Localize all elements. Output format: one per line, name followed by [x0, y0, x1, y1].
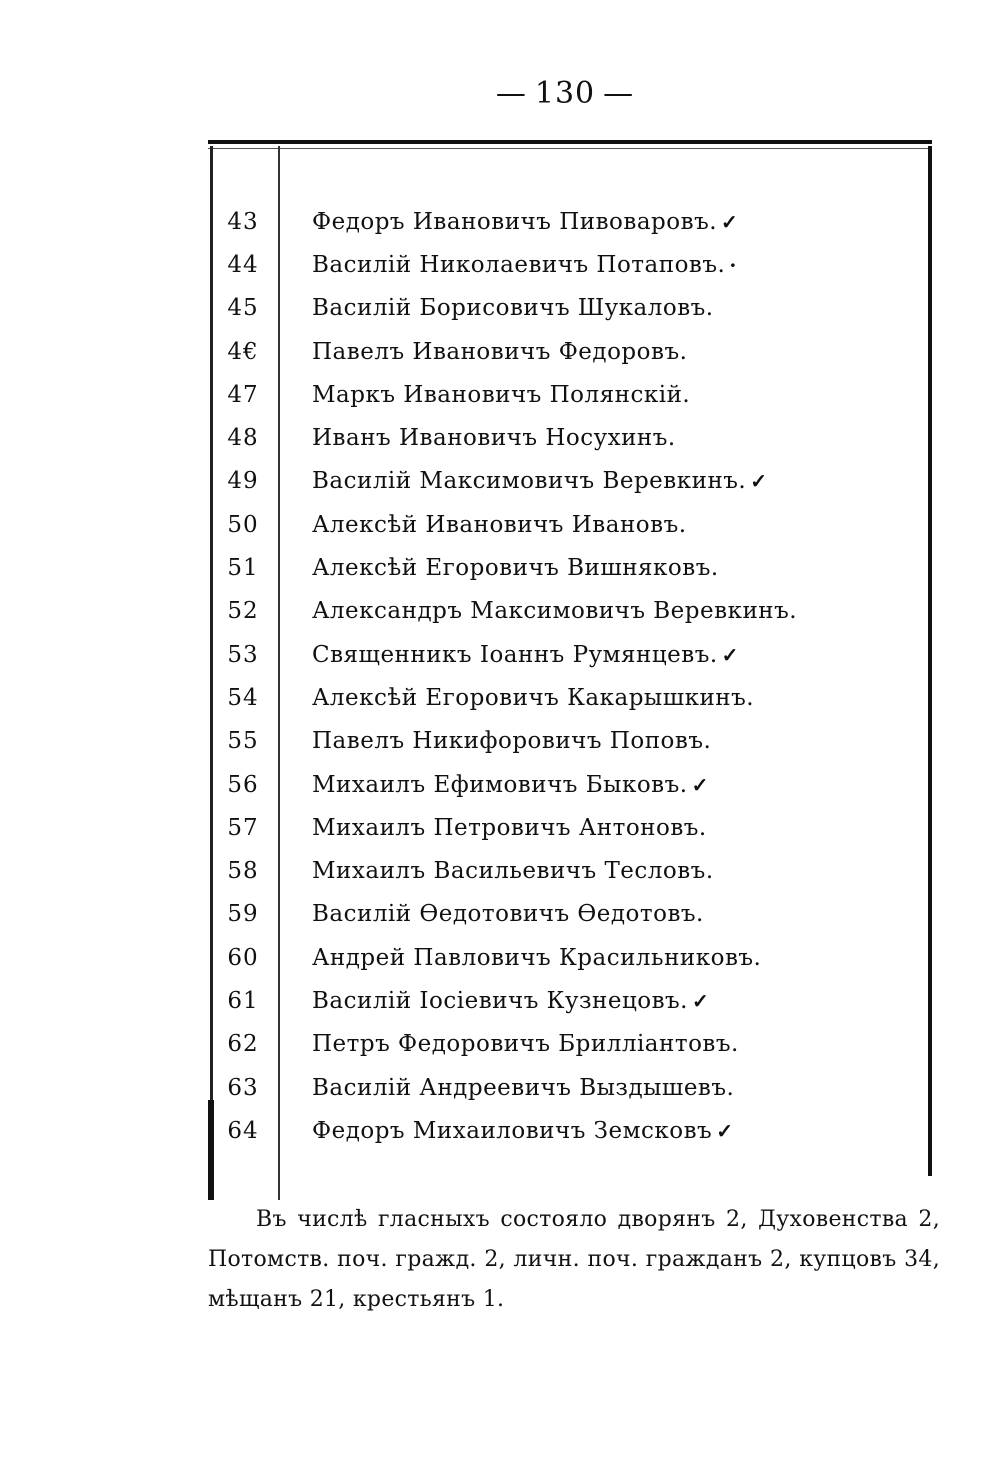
table-row	[208, 200, 932, 243]
row-name: Алексѣй Ивановичъ Ивановъ.	[312, 511, 687, 538]
row-name: Михаилъ Ефимовичъ Быковъ.	[312, 771, 688, 798]
table-row	[208, 849, 932, 892]
row-number: 64	[227, 1117, 259, 1144]
row-name: Павелъ Никифоровичъ Поповъ.	[312, 728, 712, 755]
table-row	[208, 763, 932, 806]
row-number: 58	[227, 858, 259, 885]
row-name: Василій Андреевичъ Выздышевъ.	[312, 1074, 735, 1101]
table-row	[208, 893, 932, 936]
row-number: 53	[227, 641, 259, 668]
table-row	[208, 720, 932, 763]
row-number: 43	[227, 208, 259, 235]
row-name: Алексѣй Егоровичъ Какарышкинъ.	[312, 684, 755, 711]
row-number: 50	[227, 511, 259, 538]
row-name: Василій Максимовичъ Веревкинъ.	[312, 468, 747, 495]
row-name: Павелъ Ивановичъ Федоровъ.	[312, 338, 688, 365]
handwritten-check-mark-icon: ✓	[692, 988, 709, 1013]
row-number: 44	[227, 251, 259, 278]
table-row	[208, 243, 932, 286]
table-row	[208, 806, 932, 849]
row-number: 59	[227, 901, 259, 928]
handwritten-check-mark-icon: ·	[729, 252, 737, 277]
table-row	[208, 1023, 932, 1066]
row-number: 57	[227, 814, 259, 841]
handwritten-check-mark-icon: ✓	[721, 642, 739, 667]
row-name: Иванъ Ивановичъ Носухинъ.	[312, 425, 676, 452]
row-name: Алексѣй Егоровичъ Вишняковъ.	[312, 555, 719, 582]
row-name: Василій Іосіевичъ Кузнецовъ.	[312, 987, 688, 1014]
row-name: Федоръ Михаиловичъ Земсковъ	[312, 1117, 713, 1144]
handwritten-check-mark-icon: ✓	[721, 209, 738, 234]
table-row	[208, 373, 932, 416]
table-row	[208, 633, 932, 676]
handwritten-check-mark-icon: ✓	[691, 772, 709, 797]
row-name: Маркъ Ивановичъ Полянскій.	[312, 381, 691, 408]
table-row	[208, 676, 932, 719]
row-number: 48	[227, 425, 259, 452]
table-top-thin-rule	[208, 148, 932, 149]
row-name: Федоръ Ивановичъ Пивоваровъ.	[312, 208, 718, 235]
table-row	[208, 330, 932, 373]
table-row	[208, 503, 932, 546]
row-name: Василій Николаевичъ Потаповъ.	[312, 251, 726, 278]
row-number: 52	[227, 598, 259, 625]
member-list	[208, 200, 932, 1153]
summary-paragraph	[208, 1200, 940, 1320]
table-row	[208, 979, 932, 1022]
row-number: 55	[227, 728, 259, 755]
row-number: 54	[227, 684, 259, 711]
row-name: Василій Өедотовичъ Өедотовъ.	[312, 901, 704, 928]
row-name: Священникъ Іоаннъ Румянцевъ.	[312, 641, 718, 668]
summary-text: Въ числѣ гласныхъ состояло дворянъ 2, Духовенства 2, Потомств. поч. гражд. 2, личн. поч. гражданъ 2, купцовъ 34, мѣщанъ 21, крестьянъ 1.	[208, 1207, 940, 1312]
table-row	[208, 590, 932, 633]
row-name: Василій Борисовичъ Шукаловъ.	[312, 295, 714, 322]
table-row	[208, 460, 932, 503]
table-top-rule	[208, 140, 932, 144]
table-row	[208, 416, 932, 459]
row-number: 56	[227, 771, 259, 798]
row-name: Александръ Максимовичъ Веревкинъ.	[312, 598, 798, 625]
row-name: Петръ Федоровичъ Брилліантовъ.	[312, 1031, 739, 1058]
row-number: 63	[227, 1074, 259, 1101]
handwritten-check-mark-icon: ✓	[750, 469, 767, 494]
row-number: 4€	[227, 338, 259, 365]
table-row	[208, 936, 932, 979]
table-row	[208, 1066, 932, 1109]
row-number: 61	[227, 987, 259, 1014]
page-number: — 130 —	[495, 76, 635, 111]
row-number: 45	[227, 295, 259, 322]
row-name: Андрей Павловичъ Красильниковъ.	[312, 944, 762, 971]
page-number-value: 130	[534, 76, 596, 111]
row-name: Михаилъ Петровичъ Антоновъ.	[312, 814, 707, 841]
row-number: 60	[227, 944, 259, 971]
row-number: 49	[227, 468, 259, 495]
row-number: 62	[227, 1031, 259, 1058]
row-number: 51	[227, 555, 259, 582]
row-name: Михаилъ Васильевичъ Тесловъ.	[312, 858, 714, 885]
table-row	[208, 1109, 932, 1152]
handwritten-check-mark-icon: ✓	[716, 1118, 733, 1143]
table-row	[208, 546, 932, 589]
table-row	[208, 287, 932, 330]
row-number: 47	[227, 381, 259, 408]
